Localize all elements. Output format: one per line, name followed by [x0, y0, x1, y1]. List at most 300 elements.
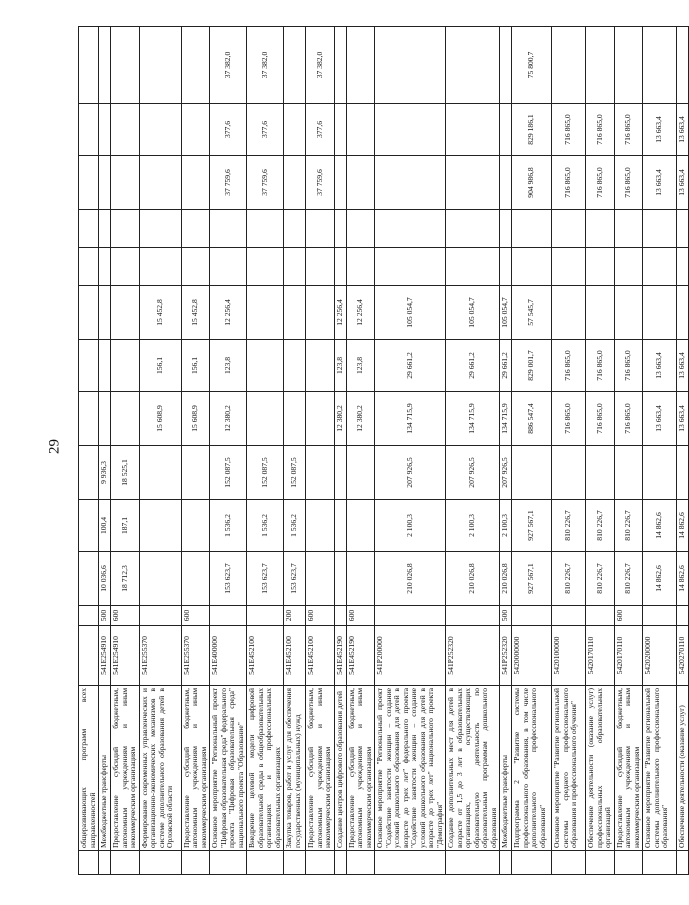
- row-code: 541E255370: [181, 626, 210, 686]
- amount-cell: [375, 156, 446, 210]
- amount-cell: 10 036,6: [99, 552, 111, 606]
- amount-cell: 14 862,6: [643, 552, 677, 606]
- amount-cell: [552, 446, 586, 500]
- table-row: [677, 27, 689, 875]
- budget-table: [78, 26, 689, 875]
- amount-cell: 1 536,2: [247, 500, 284, 552]
- table-row: [586, 27, 615, 875]
- table-row: [334, 27, 346, 875]
- amount-cell: 207 926,5: [446, 446, 500, 500]
- row-expense-type: [375, 606, 446, 626]
- amount-cell: [334, 210, 346, 248]
- amount-cell: [446, 27, 500, 104]
- amount-cell: [284, 248, 306, 286]
- amount-cell: [247, 340, 284, 392]
- amount-cell: [284, 392, 306, 446]
- amount-cell: 716 865,0: [586, 156, 615, 210]
- amount-cell: [99, 27, 111, 104]
- row-name: Формирование современных управленческих и организационно-экономических механизмов в системе дополнительного образования детей в Орловской области: [139, 686, 181, 851]
- amount-cell: [500, 27, 512, 104]
- amount-cell: 207 926,5: [500, 446, 512, 500]
- amount-cell: [643, 248, 677, 286]
- empty-cell: [375, 851, 446, 875]
- amount-cell: [247, 248, 284, 286]
- amount-cell: 829 001,7: [512, 340, 552, 392]
- row-code: 5420100000: [552, 626, 586, 686]
- amount-cell: [181, 104, 210, 156]
- amount-cell: [552, 27, 586, 104]
- amount-cell: [99, 392, 111, 446]
- amount-cell: 13 663,4: [643, 340, 677, 392]
- amount-cell: [446, 156, 500, 210]
- row-name: Подпрограмма 2 "Развитие системы профессионального образования, в том числе дополнительного профессионального образования": [512, 686, 552, 851]
- amount-cell: [111, 392, 140, 446]
- amount-cell: 123,8: [346, 340, 375, 392]
- amount-cell: 13 663,4: [643, 156, 677, 210]
- amount-cell: [614, 210, 643, 248]
- amount-cell: [247, 392, 284, 446]
- amount-cell: 904 986,8: [512, 156, 552, 210]
- empty-cell: [247, 851, 284, 875]
- amount-cell: [346, 500, 375, 552]
- row-name: Предоставление субсидий бюджетным, автономным учреждениям и иным некоммерческим организациям: [306, 686, 335, 851]
- amount-cell: 377,6: [306, 104, 335, 156]
- amount-cell: [79, 104, 99, 156]
- amount-cell: [99, 248, 111, 286]
- amount-cell: 13 663,4: [677, 156, 689, 210]
- amount-cell: [306, 286, 335, 340]
- amount-cell: 210 026,8: [500, 552, 512, 606]
- amount-cell: [139, 552, 181, 606]
- amount-cell: [139, 156, 181, 210]
- amount-cell: 105 054,7: [500, 286, 512, 340]
- table-row: [500, 27, 512, 875]
- amount-cell: 29 661,2: [446, 340, 500, 392]
- amount-cell: [375, 210, 446, 248]
- row-expense-type: 600: [181, 606, 210, 626]
- table-row: [210, 27, 247, 875]
- table-row: [111, 27, 140, 875]
- empty-cell: [99, 851, 111, 875]
- amount-cell: 156,1: [139, 340, 181, 392]
- empty-cell: [111, 851, 140, 875]
- row-name: Обеспечение деятельности (оказание услуг): [677, 686, 689, 851]
- row-expense-type: [334, 606, 346, 626]
- amount-cell: [334, 248, 346, 286]
- row-expense-type: [643, 606, 677, 626]
- row-name: общеразвивающих программ всех направленностей: [79, 686, 99, 851]
- empty-cell: [181, 851, 210, 875]
- amount-cell: 886 547,4: [512, 392, 552, 446]
- table-row: [247, 27, 284, 875]
- amount-cell: [79, 286, 99, 340]
- amount-cell: [111, 210, 140, 248]
- empty-cell: [79, 851, 99, 875]
- amount-cell: [375, 248, 446, 286]
- empty-cell: [306, 851, 335, 875]
- amount-cell: 210 026,8: [375, 552, 446, 606]
- amount-cell: [181, 552, 210, 606]
- row-expense-type: 600: [346, 606, 375, 626]
- row-expense-type: 600: [111, 606, 140, 626]
- amount-cell: 13 663,4: [677, 104, 689, 156]
- amount-cell: 716 865,0: [552, 156, 586, 210]
- amount-cell: [614, 446, 643, 500]
- amount-cell: [677, 27, 689, 104]
- amount-cell: [643, 286, 677, 340]
- amount-cell: 156,1: [181, 340, 210, 392]
- amount-cell: 57 545,7: [512, 286, 552, 340]
- amount-cell: [139, 104, 181, 156]
- row-expense-type: [446, 606, 500, 626]
- amount-cell: 152 087,5: [210, 446, 247, 500]
- row-code: 5420270110: [677, 626, 689, 686]
- amount-cell: 14 862,6: [643, 500, 677, 552]
- amount-cell: [512, 248, 552, 286]
- row-name: Предоставление субсидий бюджетным, автономным учреждениям и иным некоммерческим организациям: [181, 686, 210, 851]
- empty-cell: [614, 851, 643, 875]
- table-row: [284, 27, 306, 875]
- row-expense-type: [139, 606, 181, 626]
- amount-cell: [586, 248, 615, 286]
- amount-cell: [111, 286, 140, 340]
- amount-cell: [284, 156, 306, 210]
- amount-cell: 15 608,9: [139, 392, 181, 446]
- amount-cell: [643, 27, 677, 104]
- amount-cell: [306, 552, 335, 606]
- amount-cell: 123,8: [210, 340, 247, 392]
- amount-cell: [99, 340, 111, 392]
- amount-cell: 716 865,0: [614, 340, 643, 392]
- amount-cell: 13 663,4: [643, 392, 677, 446]
- amount-cell: 716 865,0: [552, 104, 586, 156]
- amount-cell: [614, 248, 643, 286]
- row-name: Предоставление субсидий бюджетным, автономным учреждениям и иным некоммерческим организациям: [111, 686, 140, 851]
- row-expense-type: 600: [306, 606, 335, 626]
- row-expense-type: 200: [284, 606, 306, 626]
- amount-cell: 123,8: [334, 340, 346, 392]
- amount-cell: 153 623,7: [284, 552, 306, 606]
- amount-cell: 2 100,3: [446, 500, 500, 552]
- row-code: 541E255370: [139, 626, 181, 686]
- empty-cell: [210, 851, 247, 875]
- amount-cell: 810 226,7: [614, 552, 643, 606]
- row-code: 5420000000: [512, 626, 552, 686]
- table-row: [346, 27, 375, 875]
- amount-cell: [512, 446, 552, 500]
- amount-cell: [79, 392, 99, 446]
- row-name: Основное мероприятие "Развитие региональной системы среднего профессионального образования и профессионального обучения": [552, 686, 586, 851]
- table-row: [181, 27, 210, 875]
- amount-cell: [210, 210, 247, 248]
- amount-cell: 13 663,4: [643, 104, 677, 156]
- amount-cell: [99, 156, 111, 210]
- amount-cell: [247, 286, 284, 340]
- amount-cell: [181, 446, 210, 500]
- amount-cell: 15 608,9: [181, 392, 210, 446]
- amount-cell: [586, 446, 615, 500]
- row-expense-type: [677, 606, 689, 626]
- amount-cell: 152 087,5: [284, 446, 306, 500]
- amount-cell: [139, 248, 181, 286]
- empty-cell: [643, 851, 677, 875]
- row-code: 541E452100: [247, 626, 284, 686]
- amount-cell: [306, 500, 335, 552]
- amount-cell: [677, 446, 689, 500]
- amount-cell: 153 623,7: [210, 552, 247, 606]
- row-code: 5420170110: [586, 626, 615, 686]
- amount-cell: 810 226,7: [552, 500, 586, 552]
- amount-cell: 15 452,8: [139, 286, 181, 340]
- amount-cell: 134 715,9: [375, 392, 446, 446]
- empty-cell: [677, 851, 689, 875]
- amount-cell: 13 663,4: [677, 340, 689, 392]
- amount-cell: [79, 446, 99, 500]
- amount-cell: 716 865,0: [552, 392, 586, 446]
- amount-cell: 716 865,0: [552, 340, 586, 392]
- amount-cell: 810 226,7: [586, 500, 615, 552]
- amount-cell: [346, 552, 375, 606]
- amount-cell: 12 380,2: [346, 392, 375, 446]
- amount-cell: 37 759,6: [210, 156, 247, 210]
- empty-cell: [346, 851, 375, 875]
- amount-cell: [614, 27, 643, 104]
- amount-cell: 105 054,7: [446, 286, 500, 340]
- row-expense-type: [552, 606, 586, 626]
- row-expense-type: [79, 606, 99, 626]
- row-name: Закупка товаров, работ и услуг для обеспечения государственных (муниципальных) нужд: [284, 686, 306, 851]
- row-expense-type: 500: [500, 606, 512, 626]
- amount-cell: 377,6: [210, 104, 247, 156]
- row-code: 541P200000: [375, 626, 446, 686]
- amount-cell: [643, 446, 677, 500]
- amount-cell: [334, 446, 346, 500]
- amount-cell: 105 054,7: [375, 286, 446, 340]
- table-row: [614, 27, 643, 875]
- amount-cell: 716 865,0: [586, 340, 615, 392]
- amount-cell: 37 759,6: [306, 156, 335, 210]
- amount-cell: [586, 27, 615, 104]
- amount-cell: [181, 27, 210, 104]
- table-row: [306, 27, 335, 875]
- amount-cell: 152 087,5: [247, 446, 284, 500]
- amount-cell: [677, 210, 689, 248]
- row-code: 541E452190: [334, 626, 346, 686]
- amount-cell: 810 226,7: [552, 552, 586, 606]
- amount-cell: 9 936,3: [99, 446, 111, 500]
- amount-cell: 716 865,0: [614, 156, 643, 210]
- amount-cell: [306, 248, 335, 286]
- amount-cell: [643, 210, 677, 248]
- amount-cell: [111, 27, 140, 104]
- amount-cell: 18 712,3: [111, 552, 140, 606]
- row-code: 541E452190: [346, 626, 375, 686]
- row-name: Межбюджетные трансферты: [99, 686, 111, 851]
- amount-cell: [99, 286, 111, 340]
- table-row: [79, 27, 99, 875]
- row-code: 541E254910: [99, 626, 111, 686]
- empty-cell: [139, 851, 181, 875]
- amount-cell: 37 382,0: [210, 27, 247, 104]
- amount-cell: [614, 286, 643, 340]
- row-name: Создание дополнительных мест для детей в возрасте от 1,5 до 3 лет в образовательных организациях, осуществляющих образовательную деятельность по образовательным программам дошкольного образования: [446, 686, 500, 851]
- row-name: Предоставление субсидий бюджетным, автономным учреждениям и иным некоммерческим организациям: [614, 686, 643, 851]
- amount-cell: [446, 210, 500, 248]
- row-code: 541E452100: [284, 626, 306, 686]
- amount-cell: [79, 210, 99, 248]
- amount-cell: 29 661,2: [375, 340, 446, 392]
- amount-cell: [346, 248, 375, 286]
- amount-cell: [306, 392, 335, 446]
- amount-cell: 12 256,4: [210, 286, 247, 340]
- amount-cell: 927 567,1: [512, 552, 552, 606]
- amount-cell: 810 226,7: [614, 500, 643, 552]
- amount-cell: [306, 446, 335, 500]
- amount-cell: [79, 552, 99, 606]
- amount-cell: [552, 286, 586, 340]
- amount-cell: [210, 248, 247, 286]
- amount-cell: [111, 248, 140, 286]
- amount-cell: 14 862,6: [677, 552, 689, 606]
- amount-cell: 810 226,7: [586, 552, 615, 606]
- amount-cell: [375, 27, 446, 104]
- table-row: [99, 27, 111, 875]
- amount-cell: [334, 27, 346, 104]
- amount-cell: [500, 104, 512, 156]
- amount-cell: 716 865,0: [614, 104, 643, 156]
- amount-cell: 1 536,2: [284, 500, 306, 552]
- amount-cell: [284, 340, 306, 392]
- empty-cell: [512, 851, 552, 875]
- empty-cell: [334, 851, 346, 875]
- amount-cell: [139, 446, 181, 500]
- amount-cell: 377,6: [247, 104, 284, 156]
- page-number: 29: [46, 439, 63, 454]
- amount-cell: [500, 248, 512, 286]
- amount-cell: [334, 104, 346, 156]
- amount-cell: [306, 210, 335, 248]
- row-expense-type: 600: [614, 606, 643, 626]
- amount-cell: 37 759,6: [247, 156, 284, 210]
- empty-cell: [446, 851, 500, 875]
- amount-cell: 134 715,9: [446, 392, 500, 446]
- table-row: [139, 27, 181, 875]
- amount-cell: 2 100,3: [375, 500, 446, 552]
- table-row: [643, 27, 677, 875]
- amount-cell: [552, 248, 586, 286]
- amount-cell: [181, 210, 210, 248]
- amount-cell: 37 382,0: [306, 27, 335, 104]
- amount-cell: [284, 104, 306, 156]
- amount-cell: 12 256,4: [334, 286, 346, 340]
- row-expense-type: 500: [99, 606, 111, 626]
- amount-cell: 37 382,0: [247, 27, 284, 104]
- amount-cell: 15 452,8: [181, 286, 210, 340]
- amount-cell: [99, 210, 111, 248]
- table-row: [512, 27, 552, 875]
- row-expense-type: [586, 606, 615, 626]
- amount-cell: 207 926,5: [375, 446, 446, 500]
- amount-cell: 18 525,1: [111, 446, 140, 500]
- table-row: [552, 27, 586, 875]
- amount-cell: [586, 286, 615, 340]
- row-expense-type: [512, 606, 552, 626]
- amount-cell: [677, 248, 689, 286]
- empty-cell: [500, 851, 512, 875]
- row-expense-type: [247, 606, 284, 626]
- table-row: [446, 27, 500, 875]
- amount-cell: [139, 500, 181, 552]
- amount-cell: [346, 156, 375, 210]
- amount-cell: [334, 500, 346, 552]
- amount-cell: [375, 104, 446, 156]
- row-code: 541E452100: [306, 626, 335, 686]
- row-code: 5420200000: [643, 626, 677, 686]
- row-code: 541P252320: [446, 626, 500, 686]
- amount-cell: [139, 210, 181, 248]
- amount-cell: [181, 156, 210, 210]
- amount-cell: [79, 340, 99, 392]
- amount-cell: 12 256,4: [346, 286, 375, 340]
- empty-cell: [586, 851, 615, 875]
- amount-cell: [306, 340, 335, 392]
- amount-cell: [79, 27, 99, 104]
- amount-cell: 29 661,2: [500, 340, 512, 392]
- amount-cell: 12 380,2: [334, 392, 346, 446]
- row-name: Создание центров цифрового образования детей: [334, 686, 346, 851]
- row-code: 541E254910: [111, 626, 140, 686]
- amount-cell: [500, 156, 512, 210]
- amount-cell: 210 026,8: [446, 552, 500, 606]
- amount-cell: [346, 446, 375, 500]
- row-name: Обеспечение деятельности (оказание услуг) профессиональных образовательных организаций: [586, 686, 615, 851]
- amount-cell: [500, 210, 512, 248]
- amount-cell: [586, 210, 615, 248]
- amount-cell: [512, 210, 552, 248]
- amount-cell: 100,4: [99, 500, 111, 552]
- row-name: Межбюджетные трансферты: [500, 686, 512, 851]
- amount-cell: 134 715,9: [500, 392, 512, 446]
- amount-cell: [446, 248, 500, 286]
- amount-cell: [247, 210, 284, 248]
- amount-cell: [181, 500, 210, 552]
- amount-cell: [79, 248, 99, 286]
- row-name: Основное мероприятие "Развитие региональной системы дополнительного профессионального образования": [643, 686, 677, 851]
- amount-cell: [111, 104, 140, 156]
- amount-cell: [346, 210, 375, 248]
- empty-cell: [552, 851, 586, 875]
- row-name: Основное мероприятие "Региональный проект "Содействие занятости женщин – создание условий дошкольного образования для детей в возрасте до трех лет" федерального проекта "Содействие занятости женщин – создание условий дошкольного образования для детей в возрасте до трех лет" национального проекта "Демография": [375, 686, 446, 851]
- amount-cell: [284, 210, 306, 248]
- amount-cell: [346, 104, 375, 156]
- amount-cell: 12 380,2: [210, 392, 247, 446]
- amount-cell: 927 567,1: [512, 500, 552, 552]
- rotated-table-container: [78, 27, 687, 875]
- row-code: 541P252320: [500, 626, 512, 686]
- empty-cell: [284, 851, 306, 875]
- amount-cell: 2 100,3: [500, 500, 512, 552]
- amount-cell: [139, 27, 181, 104]
- amount-cell: 14 862,6: [677, 500, 689, 552]
- row-name: Внедрение целевой модели цифровой образовательной среды в общеобразовательных организациях и профессиональных образовательных организациях: [247, 686, 284, 851]
- table-row: [375, 27, 446, 875]
- amount-cell: 153 623,7: [247, 552, 284, 606]
- amount-cell: 716 865,0: [614, 392, 643, 446]
- amount-cell: [446, 104, 500, 156]
- amount-cell: [552, 210, 586, 248]
- amount-cell: [79, 156, 99, 210]
- amount-cell: 716 865,0: [586, 104, 615, 156]
